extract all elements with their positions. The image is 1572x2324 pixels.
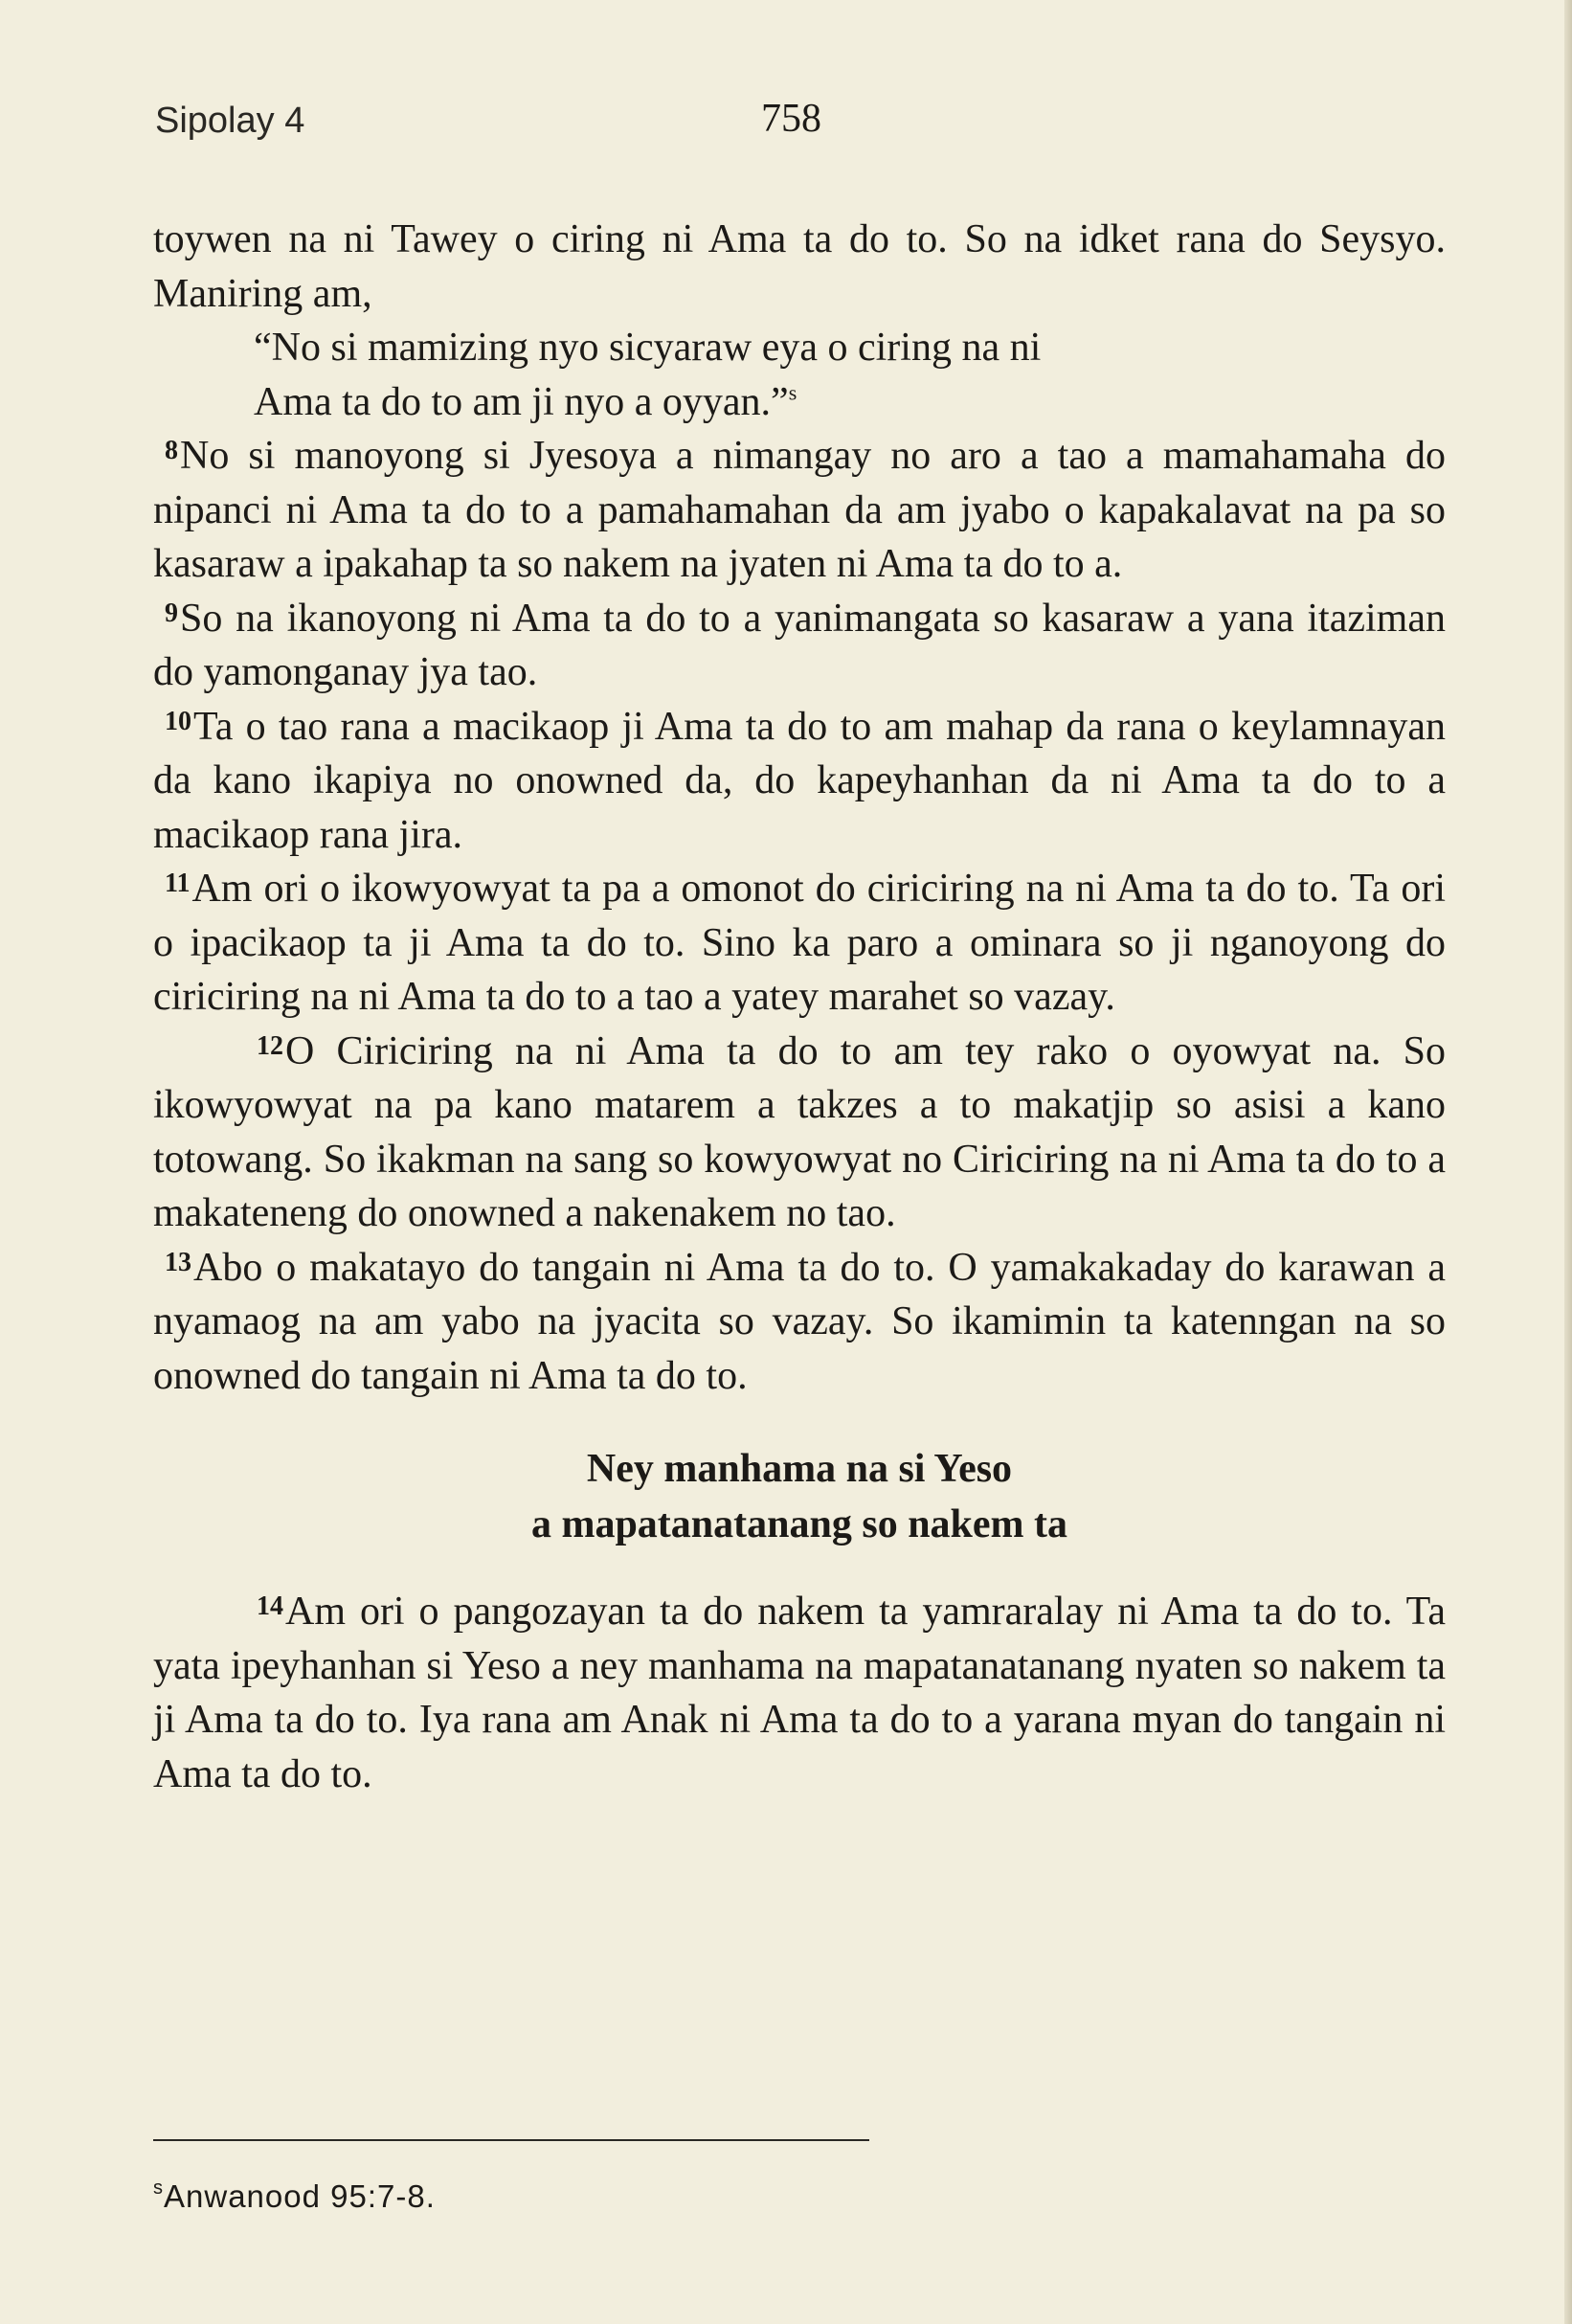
paragraph-continuation: toywen na ni Tawey o ciring ni Ama ta do to. So na idket rana do Seysyo. Maniring am, [153,217,1446,316]
verse-number: 9 [165,598,178,628]
footnote-text: Anwanood 95:7-8. [164,2178,436,2214]
block-quote [153,321,1446,429]
running-head: Sipolay 4 [155,101,305,141]
verse-text: Abo o makatayo do tangain ni Ama ta do to. O yamakakaday do karawan a nyamaog na am yabo na jyacita so vazay. So ikamimin ta katenngan na so onowned do tangain ni Ama ta do to. [153,1245,1446,1398]
verse-number: 10 [165,706,191,736]
verse-14 [153,1585,1446,1801]
verse-11 [153,862,1446,1025]
verse-text: No si manoyong si Jyesoya a nimangay no aro a tao a mamahamaha do nipanci ni Ama ta do to a pamahamahan da am jyabo o kapakalavat na pa so kasaraw a ipakahap ta so nakem na jyaten ni Ama ta do to a. [153,434,1446,586]
verse-number: 12 [257,1030,283,1061]
verse-8 [153,429,1446,592]
verse-number: 8 [165,436,178,466]
footnote-marker: s [153,2177,164,2199]
verse-13 [153,1241,1446,1404]
verse-12 [153,1025,1446,1241]
section-heading-line: a mapatanatanang so nakem ta [530,1502,1068,1546]
verse-text: O Ciriciring na ni Ama ta do to am tey rako o oyowyat na. So ikowyowyat na pa kano matarem a takzes a to makatjip so asisi a kano totowang. So ikakman na sang so kowyowyat no Ciriciring na ni Ama ta do to a makateneng do onowned a nakenakem no tao. [153,1028,1446,1235]
page-edge [1564,0,1572,2324]
verse-text: So na ikanoyong ni Ama ta do to a yanimangata so kasaraw a yana itaziman do yamonganay jya tao. [153,596,1446,694]
verse-text: Ta o tao rana a macikaop ji Ama ta do to am mahap da rana o keylamnayan da kano ikapiya no onowned da, do kapeyhanhan da ni Ama ta do to a macikaop rana jira. [153,704,1446,857]
verse-number: 13 [165,1247,191,1277]
verse-number: 14 [257,1591,283,1622]
quote-line: “No si mamizing nyo sicyaraw eya o ciring na ni [254,326,1042,370]
verse-10 [153,700,1446,863]
footnote-divider [153,2139,869,2141]
body-text [153,213,1446,1801]
section-heading-line: Ney manhama na si Yeso [586,1447,1013,1491]
verse-9 [153,592,1446,700]
quote-text: Ama ta do to am ji nyo a oyyan.” [254,379,789,424]
section-heading [153,1441,1446,1552]
page-header [144,91,1446,148]
verse-number: 11 [165,869,191,899]
verse-text: Am ori o pangozayan ta do nakem ta yamraralay ni Ama ta do to. Ta yata ipeyhanhan si Yeso a ney manhama na mapatanatanang nyaten so nakem ta ji Ama ta do to. Iya rana am Anak ni Ama ta do to a yarana myan do tangain ni Ama ta do to. [153,1590,1446,1796]
footnote-reference: s [788,380,797,405]
page-number: 758 [761,97,821,141]
footnote [153,2178,436,2215]
verse-text: Am ori o ikowyowyat ta pa a omonot do ciriciring na ni Ama ta do to. Ta ori o ipacikaop ta ji Ama ta do to. Sino ka paro a ominara so ji nganoyong do ciriciring na ni Ama ta do to a tao a yatey marahet so vazay. [153,867,1446,1019]
quote-line [254,375,1446,430]
